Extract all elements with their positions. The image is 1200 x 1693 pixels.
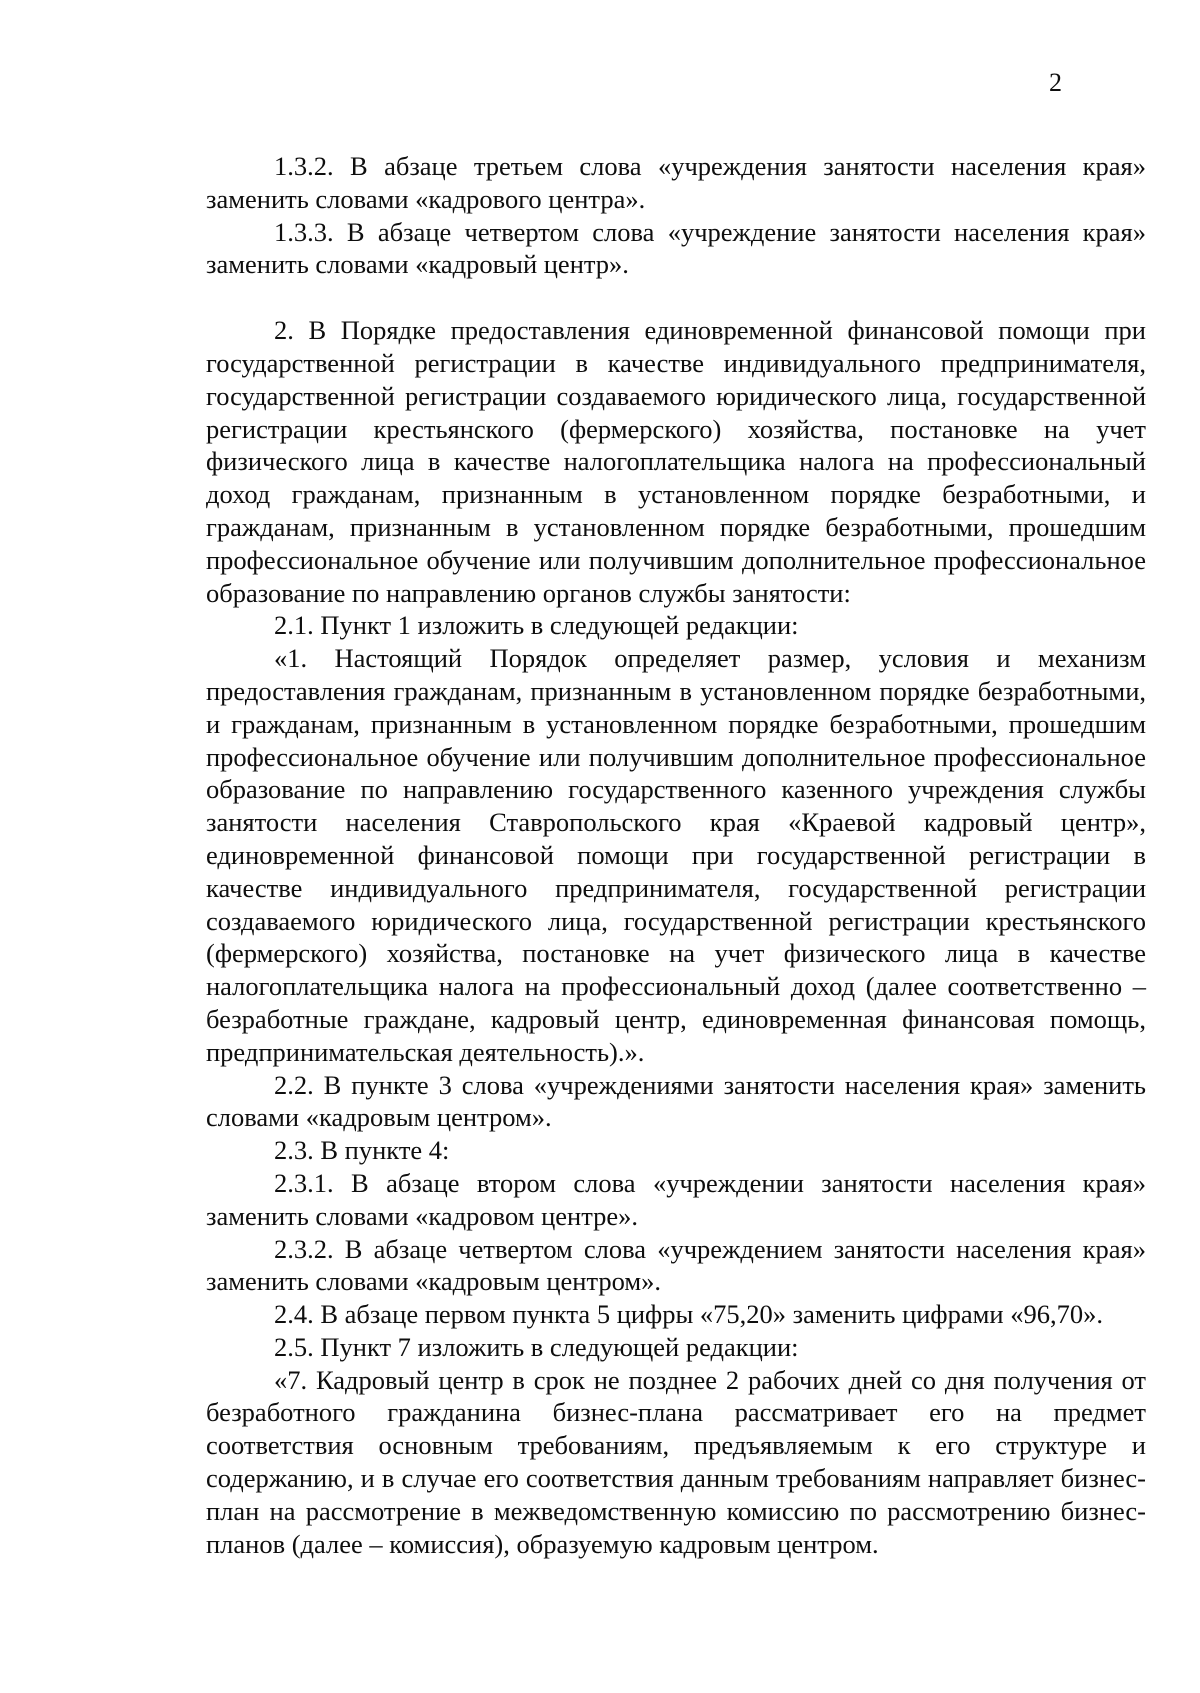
- paragraph-1-3-3: 1.3.3. В абзаце четвертом слова «учреждение занятости населения края» заменить словами «кадровый центр».: [206, 216, 1146, 280]
- page-number: 2: [1049, 68, 1062, 97]
- paragraph-2: 2. В Порядке предоставления единовременной финансовой помощи при государственной регистрации в качестве индивидуального предпринимателя, государственной регистрации создаваемого юридического лица, государственной регистрации крестьянского (фермерского) хозяйства, постановке на учет физического лица в качестве налогоплательщика налога на профессиональный доход гражданам, признанным в установленном порядке безработными, и гражданам, признанным в установленном порядке безработными, прошедшим профессиональное обучение или получившим дополнительное профессиональное образование по направлению органов службы занятости:: [206, 315, 1146, 608]
- paragraph-2-2: 2.2. В пункте 3 слова «учреждениями занятости населения края» заменить словами «кадровым центром».: [206, 1069, 1146, 1133]
- paragraph-1-3-2: 1.3.2. В абзаце третьем слова «учреждения занятости населения края» заменить словами «кадрового центра».: [206, 151, 1146, 214]
- paragraph-2-3-1: 2.3.1. В абзаце втором слова «учреждении занятости населения края» заменить словами «кадровом центре».: [206, 1167, 1146, 1231]
- paragraph-2-3-2: 2.3.2. В абзаце четвертом слова «учреждением занятости населения края» заменить словами «кадровым центром».: [206, 1233, 1146, 1297]
- paragraph-quoted-point-1: «1. Настоящий Порядок определяет размер, условия и механизм предоставления гражданам, признанным в установленном порядке безработными, и гражданам, признанным в установленном порядке безработными, прошедшим профессиональное обучение или получившим дополнительное профессиональное образование по направлению государственного казенного учреждения службы занятости населения Ставропольского края «Краевой кадровый центр», единовременной финансовой помощи при государственной регистрации в качестве индивидуального предпринимателя, государственной регистрации создаваемого юридического лица, государственной регистрации крестьянского (фермерского) хозяйства, постановке на учет физического лица в качестве налогоплательщика налога на профессиональный доход (далее соответственно – безработные граждане, кадровый центр, единовременная финансовая помощь, предпринимательская деятельность).».: [206, 643, 1146, 1067]
- paragraph-2-5: 2.5. Пункт 7 изложить в следующей редакции:: [274, 1331, 799, 1362]
- paragraph-2-1: 2.1. Пункт 1 изложить в следующей редакции:: [274, 610, 799, 641]
- paragraph-quoted-point-7: «7. Кадровый центр в срок не позднее 2 рабочих дней со дня получения от безработного гражданина бизнес-плана рассматривает его на предмет соответствия основным требованиям, предъявляемым к его структуре и содержанию, и в случае его соответствия данным требованиям направляет бизнес-план на рассмотрение в межведомственную комиссию по рассмотрению бизнес-планов (далее – комиссия), образуемую кадровым центром.: [206, 1364, 1146, 1559]
- paragraph-spacer: [206, 281, 1146, 314]
- document-body: [206, 150, 1146, 1560]
- paragraph-2-3: 2.3. В пункте 4:: [274, 1135, 450, 1166]
- paragraph-2-4: 2.4. В абзаце первом пункта 5 цифры «75,20» заменить цифрами «96,70».: [274, 1299, 1103, 1330]
